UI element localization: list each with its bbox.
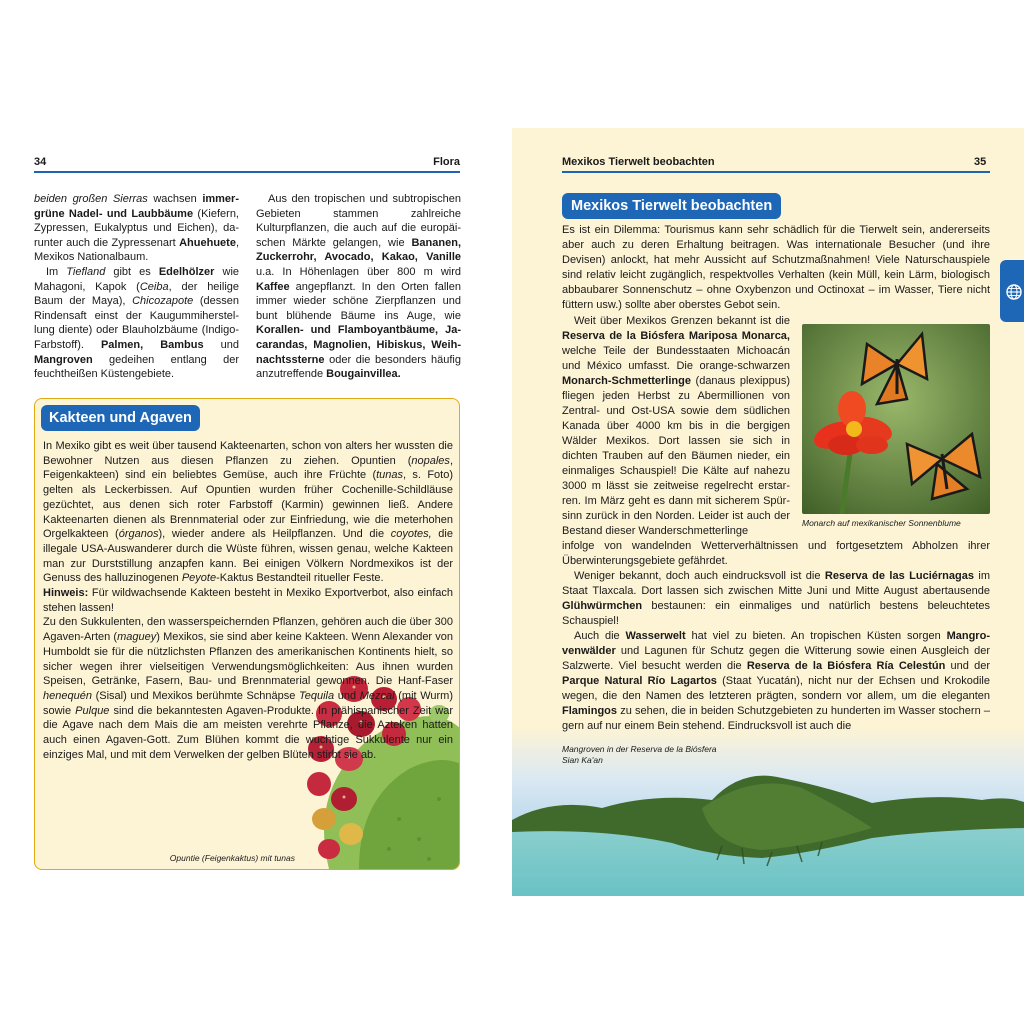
section-title: Mexikos Tierwelt beobachten bbox=[562, 193, 781, 219]
butterfly-caption: Monarch auf mexikanischer Sonnenblume bbox=[802, 518, 961, 528]
text-run: Es ist ein Dilemma: Tourismus kann sehr schädlich für die Tierwelt sein, andererseits aber auch zu deren Erhaltung beitragen. Was internationale Besucher (und ihre Devisen) anlockt, hat mehr Aussicht auf Schutzmaßnahmen! Viele Naturschauspiele sind relativ leicht zugänglich, respektvolles Verhalten (kein Müll, kein Lärm, biologisch abbaubarer Sonnenschutz – ohne Oxybenzon und Octinoxat – im Wasser, Tiere nicht füttern usw.) sollte aber oberstes Gebot sein. bbox=[562, 224, 990, 311]
text-run: (Staat Yucatán), nicht nur der Echsen und Krokodile wegen, die den Namen des letzteren prägten, sondern vor allem, um die eleganten bbox=[562, 675, 990, 702]
text-run: ) Mexikos, sie sind aber keine Kakteen. Wenn Alexander von Humboldt sie für die nützlichsten Pflanzen des amerikanischen Kontinents hielt, so sicher wegen ihrer vielseitigen Verwendungsmöglichkeiten: Aus ihnen wurden Speisen, Getränke, Fasern, Bau- und Brennmaterial gewonnen. Die Hanf-Faser bbox=[43, 631, 454, 688]
text-run: bestaunen: ein einmaliges und natürlich bestens beleuchtetes Schauspiel! bbox=[562, 600, 990, 627]
text-run: , s. Foto) gelten als Leckerbissen. Auf Opuntien wurden früher Cochenille-Schildläuse gezüchtet, aus denen sich roter Farbstoff (Karmin) gewinnen ließ. Andere Kakteenarten dienen als Brennmaterial oder zur Einfriedung, wie die meterhohen Orgelkakteen ( bbox=[43, 469, 453, 541]
paragraph bbox=[43, 615, 453, 762]
text-run: (mit Wurm) sowie bbox=[43, 689, 454, 717]
text-run: Aus den tropischen und subtropischen Gebieten stammen zahlreiche Kulturpflanzen, die auch auf die europäischen Märkte gelangen, wie bbox=[256, 193, 461, 249]
running-head-right: Mexikos Tierwelt beobachten bbox=[562, 156, 715, 168]
text-run: Kaffee bbox=[256, 280, 290, 293]
page-margin-bottom bbox=[512, 896, 1024, 1024]
text-run: Wasserwelt bbox=[625, 630, 686, 642]
info-box-text bbox=[43, 439, 453, 762]
text-run: angepflanzt. In den Orten fallen immer wieder schöne Zierpflanzen und bunt blühende Bäume ins Auge, wie bbox=[256, 280, 461, 322]
page-number-right: 35 bbox=[974, 156, 987, 168]
intro-paragraph bbox=[562, 223, 990, 313]
text-run: Bananen, Zuckerrohr, Avocado, Kakao, Vanille bbox=[256, 236, 461, 264]
chapter-tab[interactable] bbox=[1000, 260, 1024, 322]
text-run: Edelhölzer bbox=[158, 265, 215, 278]
text-run: sind die bekanntesten Agaven-Produkte. In prähispanischer Zeit war die Agave nach dem Mais die am meisten verehrte Pflanze, die Azteken hatten auch einen Agaven-Gott. Zum Blühen kommt die wuchtige Sukkulente nur ein einziges Mal, und mit dem Verwelken der gelben Blüten stirbt sie ab. bbox=[43, 704, 453, 761]
text-run: und der bbox=[945, 660, 990, 672]
text-run: Glühwürmchen bbox=[562, 600, 643, 612]
text-run: gibt es bbox=[105, 265, 159, 278]
cactus-caption: Opuntie (Feigenkaktus) mit tunas bbox=[169, 853, 295, 863]
text-run: (Kiefern, Zypressen, Eukalyptus und Eichen), darunter auch die Zypressenart bbox=[34, 207, 239, 249]
text-run: Mezcal bbox=[359, 689, 395, 702]
paragraph bbox=[562, 314, 790, 539]
text-run: Reserva de la Biósfera Ría Celestún bbox=[746, 660, 946, 672]
text-run: und bbox=[334, 689, 360, 702]
text-run: coyotes, bbox=[390, 528, 432, 541]
text-run: gedeihen entlang der feuchtheißen Küstengebiete. bbox=[34, 353, 239, 381]
text-run: Für wildwachsende Kakteen besteht in Mexiko Exportverbot, also einfach stehen lassen! bbox=[43, 587, 453, 614]
text-run: Tequila bbox=[299, 689, 335, 702]
text-run: Weit über Mexikos Grenzen bekannt ist die bbox=[574, 315, 790, 327]
text-run: Reserva de la Biósfera Mariposa Monarca, bbox=[562, 330, 790, 342]
text-run: Ceiba bbox=[139, 280, 169, 293]
info-box-title: Kakteen und Agaven bbox=[41, 405, 200, 431]
text-run: , Feigenkakteen) sind ein beliebtes Gemüse, auch ihre Früchte ( bbox=[43, 454, 453, 482]
paragraph bbox=[562, 629, 990, 734]
text-run: die illegale USA-Auswanderer durch die Wüste führen, wissen genau, welche Kakteen man zur Durststillung anzapfen kann. Bei einigen Völkern Nordmexikos ist der Genuss des halluzinogenen bbox=[43, 528, 453, 585]
right-page bbox=[512, 0, 1024, 1024]
text-run: ), wieder andere als Heilpflanzen. Und die bbox=[158, 528, 391, 541]
paragraph bbox=[43, 439, 453, 586]
text-run: henequén bbox=[43, 689, 92, 702]
text-run: Zu den Sukkulenten, den wasserspeichernden Pflanzen, gehören auch die über 300 Agaven-Arten ( bbox=[43, 616, 453, 644]
mangrove-caption: Mangroven in der Reserva de la Biósfera Sian Ka'an bbox=[562, 744, 717, 765]
globe-icon bbox=[1006, 284, 1022, 300]
text-run: tunas bbox=[376, 469, 404, 482]
text-run: Palmen, Bambus bbox=[100, 338, 204, 351]
text-run: Bougainvillea. bbox=[326, 368, 401, 381]
paragraph bbox=[562, 223, 990, 313]
text-run: welche Teile der Bundesstaaten Michoacán und México umfasst. Die orange-schwarzen bbox=[562, 345, 790, 372]
text-run: Flamingos bbox=[562, 705, 618, 717]
text-run: und Lagunen für Schutz gegen die Witterung sowie einen Ausgleich der Salzwerte. Viel besucht werden die bbox=[562, 645, 990, 672]
text-run: Chicozapote bbox=[132, 295, 194, 308]
text-run: immergrüne Nadel- und Laubbäume bbox=[34, 193, 240, 220]
text-run: hat viel zu bieten. An tropischen Küsten sorgen bbox=[685, 630, 947, 642]
text-run: Pulque bbox=[75, 704, 110, 717]
text-run: Auch die bbox=[574, 630, 626, 642]
header-rule bbox=[34, 171, 460, 173]
paragraph bbox=[34, 192, 239, 265]
text-run: Tiefland bbox=[66, 265, 106, 278]
left-column-1 bbox=[34, 192, 239, 382]
text-run: Ahuehuete bbox=[179, 236, 236, 249]
butterfly-photo bbox=[802, 324, 990, 514]
text-run: Mangroven bbox=[34, 353, 93, 366]
page-margin-top bbox=[512, 0, 1024, 128]
text-run: u.a. In Höhenlagen über 800 m wird bbox=[256, 265, 461, 278]
paragraph bbox=[562, 539, 990, 569]
text-run: infolge von wandelnden Wetterverhältnissen und fortgesetztem Abholzen ihrer Überwinterungsgebiete gefährdet. bbox=[562, 540, 990, 567]
text-run: beiden großen Sierras bbox=[34, 193, 148, 205]
text-run: zu sehen, die in beiden Schutzgebieten zu hunderten im Wasser stochern – gern auf nur einem Bein stehend. Eindrucksvoll ist auch die bbox=[562, 705, 990, 732]
main-paragraphs bbox=[562, 539, 990, 734]
text-run: Reserva de las Luciérnagas bbox=[824, 570, 974, 582]
text-run: und bbox=[203, 338, 239, 351]
running-head: Flora bbox=[433, 156, 460, 168]
text-run: wachsen bbox=[147, 193, 203, 205]
text-run: Im bbox=[46, 265, 67, 278]
text-run: Hinweis: bbox=[43, 587, 89, 600]
text-run: órganos bbox=[118, 528, 159, 541]
left-column-2 bbox=[256, 192, 461, 382]
paragraph bbox=[562, 569, 990, 629]
text-run: Mangrovenwälder bbox=[562, 630, 990, 657]
text-run: Monarch-Schmetterlinge bbox=[562, 375, 691, 387]
text-run: im Staat Tlaxcala. Dort lassen sich zwischen Mitte Juni und Mitte August abertausende bbox=[562, 570, 990, 597]
paragraph bbox=[256, 192, 461, 382]
text-run: , der heilige Baum der Maya), bbox=[34, 280, 239, 308]
text-run: -Kaktus Bestandteil ritueller Feste. bbox=[216, 572, 384, 585]
text-run: maguey bbox=[117, 631, 157, 644]
text-run: oder die besonders häufig anzutreffende bbox=[256, 353, 461, 381]
paragraph bbox=[43, 586, 453, 615]
monarch-paragraph bbox=[562, 314, 790, 539]
text-run: (dessen Rindensaft einst der Kaugummiherstellung diente) oder Blauholzbäume (Indigo-Farbstoff). bbox=[34, 295, 239, 351]
header-rule-right bbox=[562, 171, 990, 173]
text-run: (Sisal) und Mexikos berühmte Schnäpse bbox=[91, 689, 300, 702]
text-run: , Mexikos Nationalbaum. bbox=[34, 236, 239, 264]
text-run: wie Mahagoni, Kapok ( bbox=[34, 265, 240, 293]
paragraph bbox=[34, 265, 239, 382]
text-run: Parque Natural Río Lagartos bbox=[562, 675, 717, 687]
text-run: nopales bbox=[411, 454, 450, 467]
page-number: 34 bbox=[34, 156, 47, 168]
text-run: Weniger bekannt, doch auch eindrucksvoll ist die bbox=[574, 570, 825, 582]
text-run: (danaus plexippus) fliegen jeden Herbst zu Abermillionen von Zentral- und Ost-USA sowie dem südlichen Kanada über 4000 km bis in die bergigen Wälder Mexikos. Dort lassen sie sich in dichten Trauben auf den Bäumen nieder, ein einmaliges Schauspiel! Die Kälte auf nahezu 3000 m lässt sie zeitweise regelrecht erstarren. Im März geht es dann mit sicherem Spürsinn zurück in den Norden. Leider ist auch der Bestand dieser Wanderschmetterlinge bbox=[562, 375, 790, 537]
text-run: Korallen- und Flamboyantbäume, Jacarandas, Magnolien, Hibiskus, Weihnachtssterne bbox=[256, 324, 461, 366]
info-box-kakteen bbox=[34, 398, 460, 870]
text-run: In Mexiko gibt es weit über tausend Kakteenarten, schon von alters her wussten die Bewohner Nutzen aus diesen Pflanzen zu ziehen. Opuntien ( bbox=[43, 440, 453, 467]
text-run: Peyote bbox=[181, 572, 217, 585]
